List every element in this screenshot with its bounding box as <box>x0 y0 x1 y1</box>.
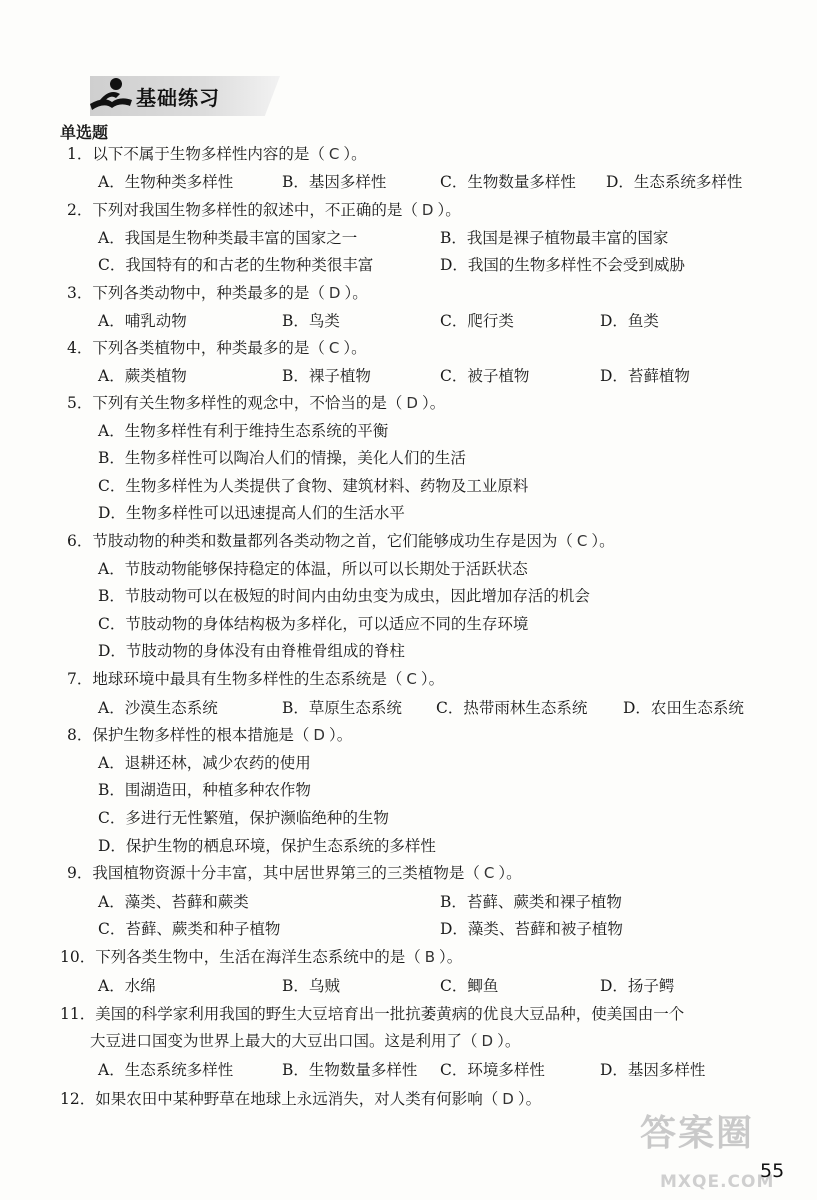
option: A．藻类、苔藓和蕨类 <box>98 893 249 911</box>
option: C．生物数量多样性 <box>440 173 576 191</box>
option: C．苔藓、蕨类和种子植物 <box>98 920 281 938</box>
question-11: 11．美国的科学家利用我国的野生大豆培育出一批抗萎黄病的优良大豆品种，使美国由一个 <box>60 1005 685 1023</box>
option: B．围湖造田，种植多种农作物 <box>98 781 311 799</box>
option: B．乌贼 <box>282 977 340 995</box>
option: B．生物多样性可以陶冶人们的情操，美化人们的生活 <box>98 449 466 467</box>
option: C．鲫鱼 <box>440 977 499 995</box>
page-number: 55 <box>760 1160 785 1182</box>
option: C．多进行无性繁殖，保护濒临绝种的生物 <box>98 809 389 827</box>
option: D．生态系统多样性 <box>606 173 743 191</box>
watermark-url: MXQE.COM <box>660 1172 775 1192</box>
option: A．退耕还林，减少农药的使用 <box>98 754 311 772</box>
answer-mark: C <box>483 864 495 882</box>
option: D．鱼类 <box>600 312 659 330</box>
option: D．基因多样性 <box>600 1061 706 1079</box>
question-3: 3．下列各类动物中，种类最多的是（ D ）。 <box>67 284 368 302</box>
option: D．生物多样性可以迅速提高人们的生活水平 <box>98 504 405 522</box>
question-type-label: 单选题 <box>60 123 109 142</box>
book-reader-icon <box>86 74 134 116</box>
option: B．基因多样性 <box>282 173 387 191</box>
option: D．我国的生物多样性不会受到威胁 <box>440 256 685 274</box>
watermark-logo: 答案圈 <box>640 1113 755 1154</box>
option: A．蕨类植物 <box>98 367 187 385</box>
answer-mark: D <box>313 726 325 744</box>
option: A．生物种类多样性 <box>98 173 234 191</box>
answer-mark: C <box>328 145 340 163</box>
question-5: 5．下列有关生物多样性的观念中，不恰当的是（ D ）。 <box>67 394 446 412</box>
option: D．节肢动物的身体没有由脊椎骨组成的脊柱 <box>98 642 405 660</box>
question-4: 4．下列各类植物中，种类最多的是（ C ）。 <box>67 339 367 357</box>
option: A．沙漠生态系统 <box>98 699 218 717</box>
option: B．生物数量多样性 <box>282 1061 418 1079</box>
option: A．生态系统多样性 <box>98 1061 234 1079</box>
option: D．苔藓植物 <box>600 367 690 385</box>
question-2: 2．下列对我国生物多样性的叙述中，不正确的是（ D ）。 <box>67 201 461 219</box>
option: C．节肢动物的身体结构极为多样化，可以适应不同的生存环境 <box>98 615 529 633</box>
question-6: 6．节肢动物的种类和数量都列各类动物之首，它们能够成功生存是因为（ C ）。 <box>67 532 615 550</box>
option: B．节肢动物可以在极短的时间内由幼虫变为成虫，因此增加存活的机会 <box>98 587 590 605</box>
answer-mark: D <box>502 1090 514 1108</box>
option: C．爬行类 <box>440 312 514 330</box>
option: D．藻类、苔藓和被子植物 <box>440 920 623 938</box>
option: B．裸子植物 <box>282 367 371 385</box>
answer-mark: B <box>424 948 436 966</box>
option: D．扬子鳄 <box>600 977 675 995</box>
question-1: 1．以下不属于生物多样性内容的是（ C ）。 <box>67 145 367 163</box>
question-11-continued: 大豆进口国变为世界上最大的大豆出口国。这是利用了（ D ）。 <box>90 1032 521 1050</box>
question-10: 10．下列各类生物中，生活在海洋生态系统中的是（ B ）。 <box>60 948 463 966</box>
option: D．保护生物的栖息环境，保护生态系统的多样性 <box>98 837 436 855</box>
option: A．我国是生物种类最丰富的国家之一 <box>98 229 358 247</box>
answer-mark: D <box>406 394 418 412</box>
question-8: 8．保护生物多样性的根本措施是（ D ）。 <box>67 726 353 744</box>
option: A．节肢动物能够保持稳定的体温，所以可以长期处于活跃状态 <box>98 560 528 578</box>
option: D．农田生态系统 <box>623 699 744 717</box>
option: C．环境多样性 <box>440 1061 545 1079</box>
option: C．生物多样性为人类提供了食物、建筑材料、药物及工业原料 <box>98 477 529 495</box>
option: B．苔藓、蕨类和裸子植物 <box>440 893 622 911</box>
option: B．草原生态系统 <box>282 699 402 717</box>
option: B．鸟类 <box>282 312 340 330</box>
section-title: 基础练习 <box>136 86 220 110</box>
option: A．哺乳动物 <box>98 312 187 330</box>
question-9: 9．我国植物资源十分丰富，其中居世界第三的三类植物是（ C ）。 <box>67 864 522 882</box>
option: A．生物多样性有利于维持生态系统的平衡 <box>98 422 389 440</box>
answer-mark: C <box>328 339 340 357</box>
question-7: 7．地球环境中最具有生物多样性的生态系统是（ C ）。 <box>67 670 445 688</box>
option: C．我国特有的和古老的生物种类很丰富 <box>98 256 374 274</box>
option: C．热带雨林生态系统 <box>436 699 588 717</box>
option: A．水绵 <box>98 977 156 995</box>
answer-mark: D <box>481 1032 494 1050</box>
answer-mark: C <box>576 532 588 550</box>
answer-mark: D <box>328 284 341 302</box>
option: C．被子植物 <box>440 367 530 385</box>
option: B．我国是裸子植物最丰富的国家 <box>440 229 669 247</box>
answer-mark: C <box>406 670 417 688</box>
question-12: 12．如果农田中某种野草在地球上永远消失，对人类有何影响（ D ）。 <box>60 1090 542 1108</box>
answer-mark: D <box>421 201 434 219</box>
